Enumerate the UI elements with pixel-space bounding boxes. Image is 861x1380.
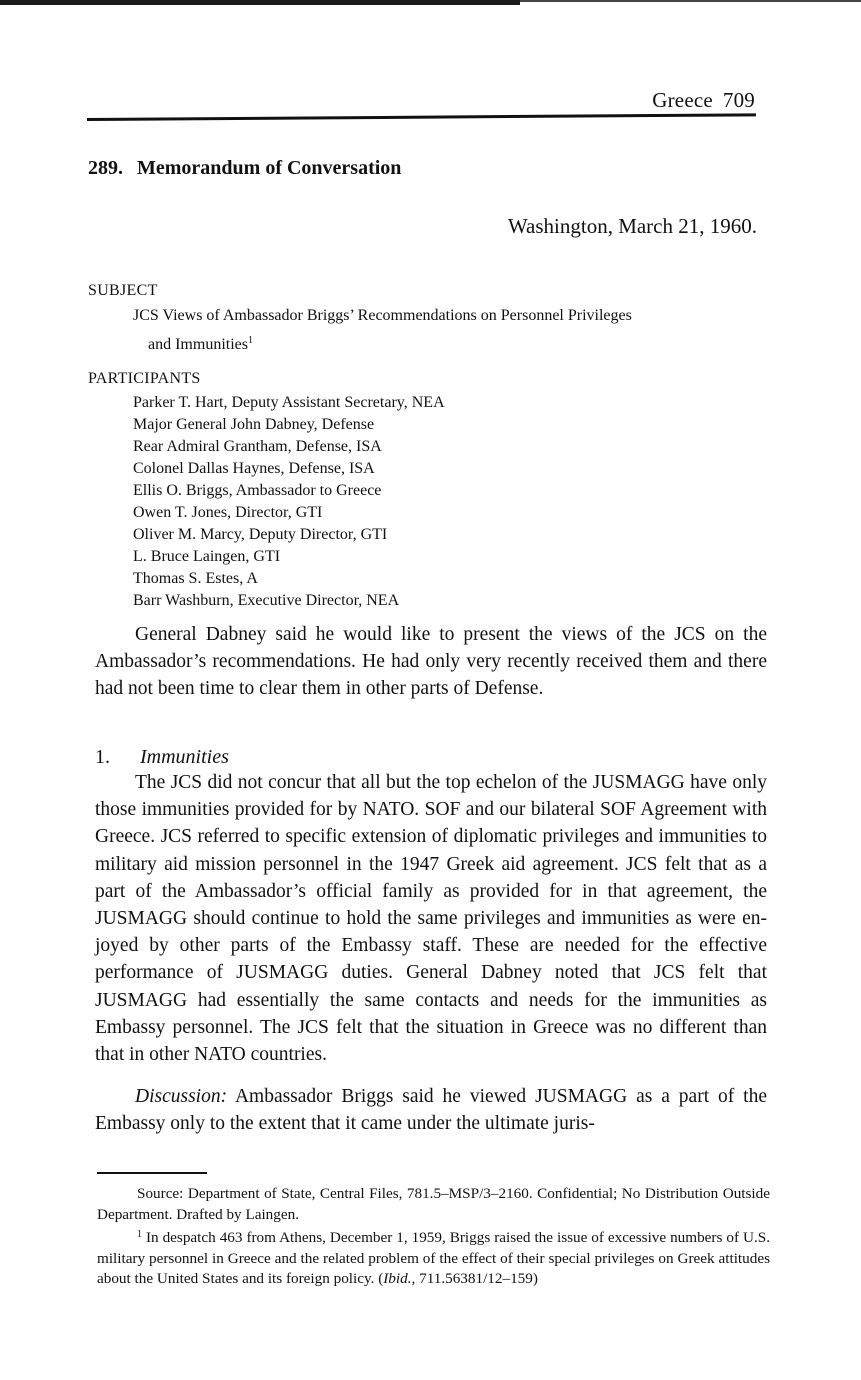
participant: Owen T. Jones, Director, GTI [133,504,323,521]
subject-label: SUBJECT [88,282,158,299]
section-number: 1. [95,746,110,768]
footnote-ref: 1 [247,335,253,346]
scan-edge [0,0,520,5]
participant: Ellis O. Briggs, Ambassador to Greece [133,482,382,499]
discussion-text: Ambassador Briggs said he viewed JUSMAGG as a part of the Embassy only to the extent that it came under the ultimate juris- [95,1086,767,1135]
participants-list [133,392,445,612]
participant: Colonel Dallas Haynes, Defense, ISA [133,460,375,477]
document-heading [88,157,401,180]
scan-edge [520,0,861,2]
footnote-marker: 1 [137,1229,142,1240]
subject-line-1: JCS Views of Ambassador Briggs’ Recommendations on Personnel Privileges [133,307,632,324]
footnote-rule [97,1172,207,1174]
discussion-label: Discussion: [135,1086,228,1107]
intro-paragraph: General Dabney said he would like to present the views of the JCS on the Ambassador’s recommendations. He had only very recently received them and there had not been time to clear them in other parts of Defense. [95,624,767,700]
participant: Major General John Dabney, Defense [133,416,375,433]
document-number: 289. [88,157,123,179]
participant: L. Bruce Laingen, GTI [133,548,281,565]
discussion-paragraph [95,1083,767,1137]
immunities-paragraph: The JCS did not concur that all but the top echelon of the JUSMAGG have only those immunities provided for by NATO. SOF and our bilateral SOF Agreement with Greece. JCS referred to specific extension of diplomatic privileges and immunities to military aid mission personnel in the 1947 Greek aid agreement. JCS felt that as a part of the Ambassador’s official family as provided for in that agreement, the JUSMAGG should continue to hold the same privileges and immunities as were enjoyed by other parts of the Embassy staff. These are needed for the effective performance of JUSMAGG duties. General Dabney noted that JCS felt that JUSMAGG had essentially the same contacts and needs for the immunities as Embassy personnel. The JCS felt that the situation in Greece was no different than that in other NATO countries. [95,772,767,1066]
participant: Thomas S. Estes, A [133,570,258,587]
page-number: 709 [722,88,755,112]
document-title: Memorandum of Conversation [137,157,402,179]
footnote-1: $^1$ In despatch 463 from Athens, December 1, 1959, Briggs raised the issue of excessive numbers of U.S. military personnel in Greece and the related problem of the effect of their special privileges on Greek attitudes about the United States and its foreign policy. (Ibid., 711.56381/12–159) [97,1229,770,1287]
section-heading [95,746,229,769]
dateline: Washington, March 21, 1960. [507,214,757,238]
running-head-title: Greece [652,88,713,112]
participant: Barr Washburn, Executive Director, NEA [133,592,400,609]
footnotes [97,1184,770,1290]
participants-label: PARTICIPANTS [88,370,201,387]
header-rule [87,113,756,121]
subject-line-2: and Immunities$^1$ [148,335,253,353]
source-note: Source: Department of State, Central Files, 781.5–MSP/3–2160. Confidential; No Distribution Outside Department. Drafted by Laingen. [97,1185,770,1223]
subject-text [133,303,753,357]
participant: Parker T. Hart, Deputy Assistant Secretary, NEA [133,394,445,411]
section-title: Immunities [140,746,229,768]
running-head [652,88,755,113]
participant: Oliver M. Marcy, Deputy Director, GTI [133,526,388,543]
participant: Rear Admiral Grantham, Defense, ISA [133,438,382,455]
